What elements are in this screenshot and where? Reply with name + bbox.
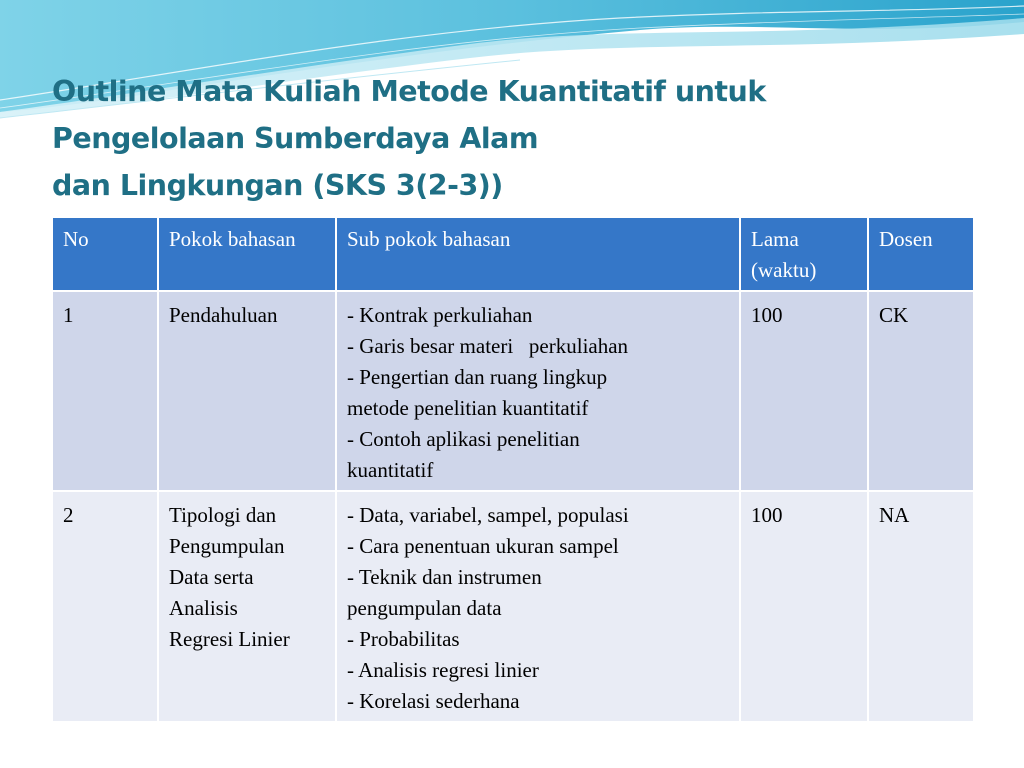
cell-pokok-bahasan — [158, 491, 336, 722]
cell-line: - Pengertian dan ruang lingkup — [347, 365, 608, 389]
header-dosen: Dosen — [868, 217, 974, 291]
cell-no: 1 — [52, 291, 158, 491]
cell-line: Analisis — [169, 596, 238, 620]
title-line-3: dan Lingkungan (SKS 3(2-3)) — [52, 169, 503, 202]
cell-dosen: NA — [868, 491, 974, 722]
cell-lama: 100 — [740, 491, 868, 722]
cell-line: - Teknik dan instrumen — [347, 565, 542, 589]
cell-line: - Data, variabel, sampel, populasi — [347, 503, 629, 527]
cell-line: - Analisis regresi linier — [347, 658, 539, 682]
cell-line: pengumpulan data — [347, 596, 502, 620]
header-pokok-bahasan: Pokok bahasan — [158, 217, 336, 291]
cell-line: kuantitatif — [347, 458, 434, 482]
cell-line: - Garis besar materi perkuliahan — [347, 334, 629, 358]
cell-no: 2 — [52, 491, 158, 722]
header-sub-pokok-bahasan: Sub pokok bahasan — [336, 217, 740, 291]
title-line-2: Pengelolaan Sumberdaya Alam — [52, 122, 539, 155]
table-row — [52, 291, 974, 491]
cell-sub-pokok-bahasan — [336, 491, 740, 722]
slide-title — [52, 68, 982, 209]
cell-line: - Cara penentuan ukuran sampel — [347, 534, 619, 558]
cell-line: Data serta — [169, 565, 254, 589]
cell-line: - Korelasi sederhana — [347, 689, 520, 713]
cell-line: metode penelitian kuantitatif — [347, 396, 589, 420]
cell-line: Tipologi dan — [169, 503, 277, 527]
header-lama-waktu: Lama (waktu) — [740, 217, 868, 291]
title-line-1: Outline Mata Kuliah Metode Kuantitatif untuk — [52, 75, 766, 108]
table-header-row — [52, 217, 974, 291]
cell-pokok-bahasan — [158, 291, 336, 491]
cell-line: - Probabilitas — [347, 627, 460, 651]
cell-line: Pengumpulan — [169, 534, 285, 558]
cell-line: - Contoh aplikasi penelitian — [347, 427, 580, 451]
header-no: No — [52, 217, 158, 291]
course-outline-table — [51, 216, 975, 723]
cell-line: Pendahuluan — [169, 303, 278, 327]
cell-line: Regresi Linier — [169, 627, 290, 651]
cell-line: - Kontrak perkuliahan — [347, 303, 533, 327]
cell-sub-pokok-bahasan — [336, 291, 740, 491]
cell-dosen: CK — [868, 291, 974, 491]
cell-lama: 100 — [740, 291, 868, 491]
table-row — [52, 491, 974, 722]
